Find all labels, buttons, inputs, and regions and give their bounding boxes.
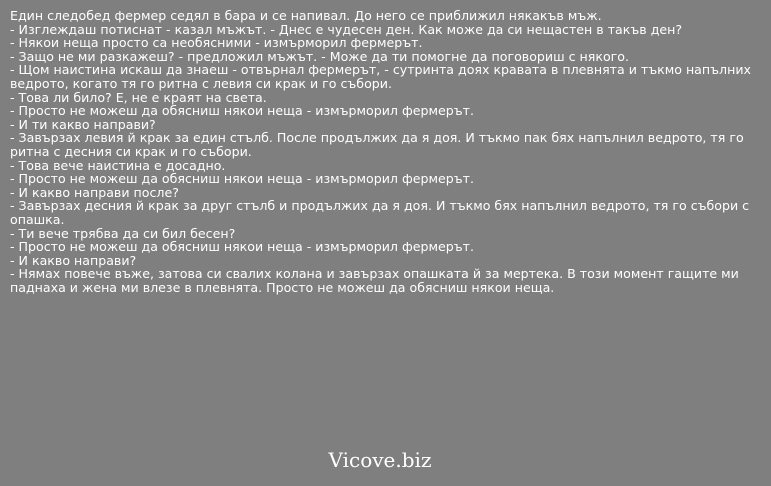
joke-line: - И какво направи после? bbox=[10, 184, 179, 200]
joke-line: - Завързах десния й крак за друг стълб и продължих да я доя. И тъкмо бях напълнил ведрото, тя го събори с опашка. bbox=[10, 198, 754, 227]
joke-line: - Изглеждаш потиснат - казал мъжът. - Днес е чудесен ден. Как може да си нещастен в такъв ден? bbox=[10, 21, 683, 37]
joke-line: - Това ли било? Е, не е краят на света. bbox=[10, 89, 267, 105]
joke-line: - Защо не ми разкажеш? - предложил мъжът. - Може да ти помогне да поговориш с някого. bbox=[10, 48, 629, 64]
joke-line: - Просто не можеш да обясниш някои неща - измърморил фермерът. bbox=[10, 239, 474, 255]
joke-text bbox=[10, 9, 762, 294]
joke-line: - И ти какво направи? bbox=[10, 116, 156, 132]
joke-line: - И какво направи? bbox=[10, 252, 137, 268]
joke-line: - Нямах повече въже, затова си свалих колана и завързах опашката й за мертека. В този момент гащите ми паднаха и жена ми влезе в плевнята. Просто не можеш да обясниш някои неща. bbox=[10, 266, 743, 295]
joke-line: Един следобед фермер седял в бара и се напивал. До него се приближил някакъв мъж. bbox=[10, 8, 602, 23]
joke-line: - Щом наистина искаш да знаеш - отвърнал фермерът, - сутринта доях кравата в плевнята и тъкмо напълних ведрото, когато тя го ритна с левия си крак и го събори. bbox=[10, 62, 755, 91]
joke-line: - Някои неща просто са необясними - измърморил фермерът. bbox=[10, 35, 423, 51]
joke-line: - Просто не можеш да обясниш някои неща - измърморил фермерът. bbox=[10, 103, 474, 119]
joke-line: - Завързах левия й крак за един стълб. После продължих да я доя. И тъкмо пак бях напълнил ведрото, тя го ритна с десния си крак и го събори. bbox=[10, 130, 748, 159]
joke-line: - Ти вече трябва да си бил бесен? bbox=[10, 225, 236, 241]
site-watermark: Vicove.biz bbox=[328, 448, 432, 472]
joke-line: - Просто не можеш да обясниш някои неща - измърморил фермерът. bbox=[10, 171, 474, 187]
joke-line: - Това вече наистина е досадно. bbox=[10, 157, 226, 173]
